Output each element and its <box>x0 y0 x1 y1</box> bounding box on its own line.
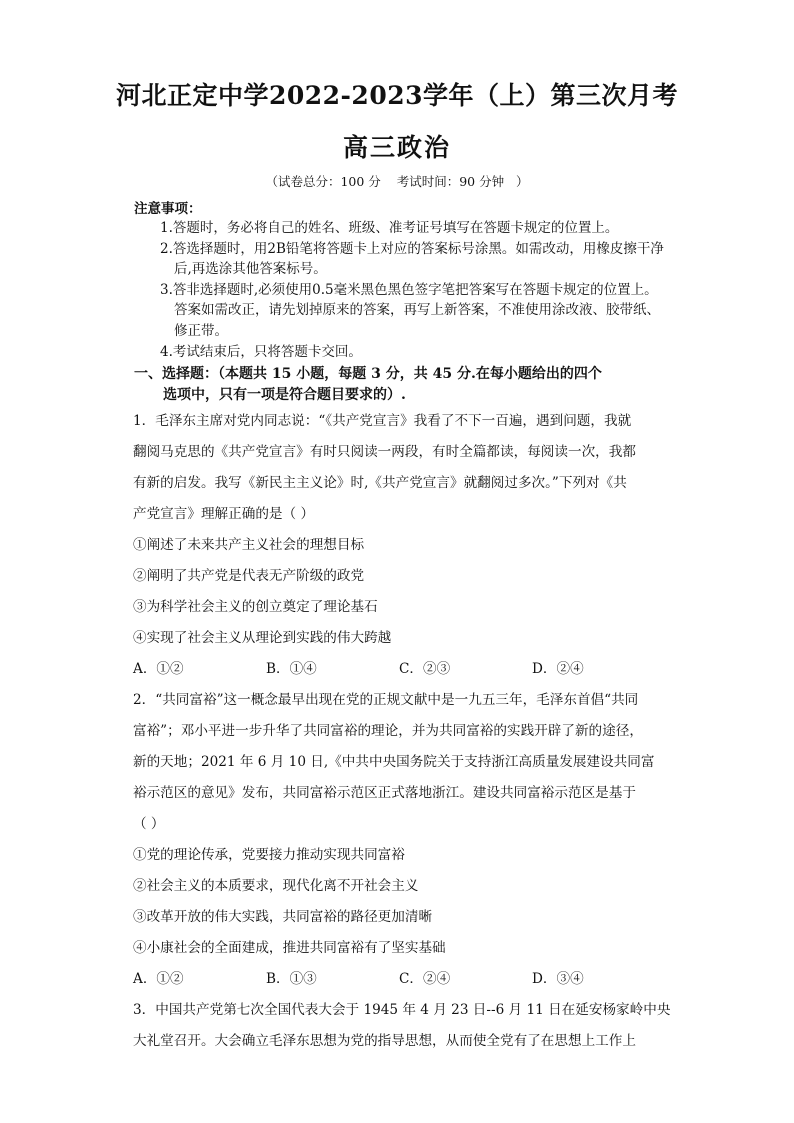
answer-option-c: C．②④ <box>399 971 451 987</box>
exam-meta <box>0 172 794 190</box>
answer-options <box>133 964 665 995</box>
question-statement: ①党的理论传承，党要接力推动实现共同富裕 <box>133 847 405 863</box>
answer-option-d: D．③④ <box>532 971 584 987</box>
question-statement: ④小康社会的全面建成，推进共同富裕有了坚实基础 <box>133 940 446 956</box>
notice-item: 4.考试结束后，只将答题卡交回。 <box>160 343 362 360</box>
answer-option-d: D．②④ <box>532 661 584 677</box>
notice-item: 1.答题时，务必将自己的姓名、班级、准考证号填写在答题卡规定的位置上。 <box>160 220 619 236</box>
question-text-line: （ ） <box>133 816 165 832</box>
question-list <box>133 406 671 1057</box>
question-statement: ③改革开放的伟大实践，共同富裕的路径更加清晰 <box>133 909 433 925</box>
answer-option-a: A．①② <box>133 661 184 677</box>
answer-option-a: A．①② <box>133 971 184 987</box>
question-statement: ③为科学社会主义的创立奠定了理论基石 <box>133 599 378 615</box>
question-text-line: 2．“共同富裕”这一概念最早出现在党的正规文献中是一九五三年，毛泽东首倡“共同 <box>133 692 639 708</box>
exam-total-score: （试卷总分：100 分 <box>265 174 381 189</box>
answer-options <box>133 654 665 685</box>
question-text-line: 裕示范区的意见》发布，共同富裕示范区正式落地浙江。建设共同富裕示范区是基于 <box>133 785 636 801</box>
answer-option-b: B．①③ <box>266 971 317 987</box>
question-1 <box>133 406 665 685</box>
question-statement: ②社会主义的本质要求，现代化离不开社会主义 <box>133 878 419 894</box>
notice-title: 注意事项： <box>134 201 202 217</box>
exam-title: 河北正定中学2022-2023学年（上）第三次月考 <box>115 81 679 110</box>
question-statement: ②阐明了共产党是代表无产阶级的政党 <box>133 568 365 584</box>
question-2 <box>133 685 665 995</box>
question-text-line: 1．毛泽东主席对党内同志说：“《共产党宣言》我看了不下一百遍，遇到问题，我就 <box>133 413 632 429</box>
section-heading-line: 选项中，只有一项是符合题目要求的）. <box>163 387 406 403</box>
question-text-line: 翻阅马克思的《共产党宣言》有时只阅读一两段，有时全篇都读，每阅读一次，我都 <box>133 444 636 460</box>
question-text-line: 新的天地；2021 年 6 月 10 日,《中共中央国务院关于支持浙江高质量发展建设共同富 <box>133 754 655 770</box>
question-text-line: 3．中国共产党第七次全国代表大会于 1945 年 4 月 23 日--6 月 11 日在延安杨家岭中央 <box>133 1002 671 1018</box>
exam-time: 考试时间：90 分钟 ） <box>380 174 529 189</box>
exam-subject: 高三政治 <box>342 133 451 162</box>
question-3 <box>133 995 671 1057</box>
section-heading-line: 一、选择题：（本题共 15 小题，每题 3 分，共 45 分.在每小题给出的四个 <box>134 366 602 382</box>
notice-item: 2.答选择题时，用2B铅笔将答题卡上对应的答案标号涂黑。如需改动，用橡皮擦干净后,再选涂其他答案标号。 <box>160 240 664 278</box>
section-heading <box>134 364 668 406</box>
answer-option-b: B．①④ <box>266 661 317 677</box>
question-text-line: 富裕”；邓小平进一步升华了共同富裕的理论，并为共同富裕的实践开辟了新的途径， <box>133 723 643 739</box>
question-text-line: 有新的启发。我写《新民主主义论》时,《共产党宣言》就翻阅过多次。”下列对《共 <box>133 475 627 491</box>
answer-option-c: C．②③ <box>399 661 451 677</box>
question-text-line: 大礼堂召开。大会确立毛泽东思想为党的指导思想，从而使全党有了在思想上工作上 <box>133 1033 636 1049</box>
question-statement: ①阐述了未来共产主义社会的理想目标 <box>133 537 365 553</box>
question-statement: ④实现了社会主义从理论到实践的伟大跨越 <box>133 630 392 646</box>
question-text-line: 产党宣言》理解正确的是（ ） <box>133 506 315 522</box>
notice-list <box>160 218 665 362</box>
notice-item: 3.答非选择题时,必须使用0.5毫米黑色黑色签字笔把答案写在答题卡规定的位置上。答案如需改正，请先划掉原来的答案，再写上新答案，不准使用涂改液、胶带纸、修正带。 <box>160 281 660 339</box>
